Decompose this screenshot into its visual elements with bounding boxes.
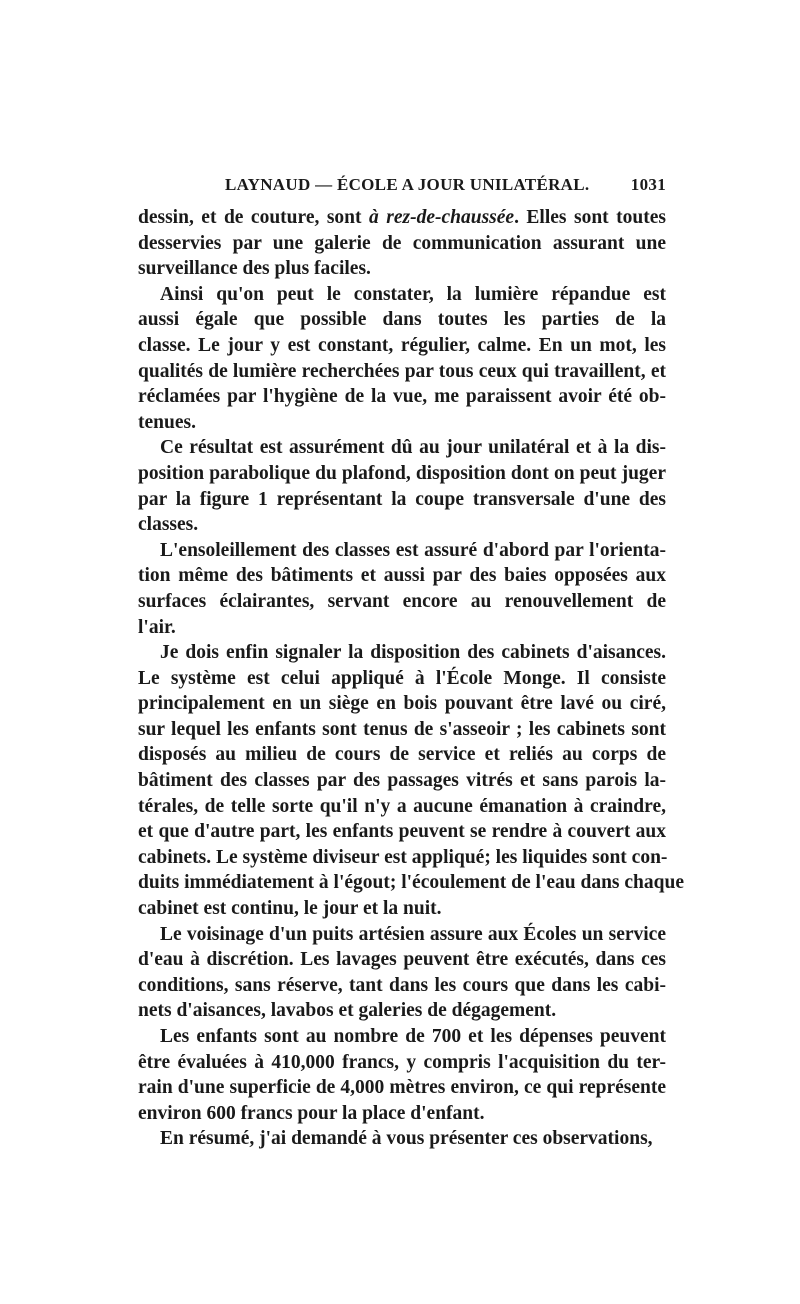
text-line [138,845,666,871]
paragraph [138,1126,666,1152]
text-run: tion même des bâtiments et aussi par des baies opposées aux [138,565,666,587]
text-run: En résumé, j'ai demandé à vous présenter ces observations, [160,1128,653,1150]
text-line [138,461,666,487]
text-run: L'ensoleillement des classes est assuré d'abord par l'orienta- [160,539,666,561]
text-line [138,794,666,820]
text-run: par la figure 1 représentant la coupe transversale d'une des [138,488,666,510]
paragraph [138,282,666,436]
text-line [138,973,666,999]
text-run: Le voisinage d'un puits artésien assure aux Écoles un service [160,923,666,945]
text-line [138,1050,666,1076]
text-run: . Elles sont toutes [514,207,666,228]
text-run: térales, de telle sorte qu'il n'y a aucune émanation à craindre, [138,795,666,817]
text-line [138,819,666,845]
text-run: bâtiment des classes par des passages vitrés et sans parois la- [138,770,666,792]
text-line [138,487,666,513]
text-run: classe. Le jour y est constant, régulier, calme. En un mot, les [138,334,666,356]
text-line [138,512,666,538]
text-line [138,666,666,692]
text-line [138,231,666,257]
body-text [138,205,684,1152]
running-header [138,175,666,205]
text-run: d'eau à discrétion. Les lavages peuvent être exécutés, dans ces [138,949,666,971]
text-line [138,870,684,896]
text-run: Je dois enfin signaler la disposition des cabinets d'aisances. [160,642,666,664]
text-line [138,359,666,385]
text-line [138,589,666,615]
text-line [138,998,666,1024]
text-run: conditions, sans réserve, tant dans les cours que dans les cabi- [138,974,666,996]
text-line [138,947,666,973]
text-run: Ainsi qu'on peut le constater, la lumière répandue est [160,283,666,305]
text-run: Le système est celui appliqué à l'École Monge. Il consiste [138,667,666,689]
text-run: classes. [138,514,199,536]
paragraph [138,1024,666,1126]
text-line [138,1101,666,1127]
text-line [138,435,666,461]
text-line [138,563,666,589]
text-run: l'air. [138,616,176,638]
text-line [138,256,666,282]
text-run: environ 600 francs pour la place d'enfant. [138,1102,485,1124]
text-run: être évaluées à 410,000 francs, y compris l'acquisition du ter- [138,1051,666,1073]
text-line [138,896,666,922]
text-run: duits immédiatement à l'égout; l'écoulement de l'eau dans chaque [138,872,684,894]
paragraph [138,922,666,1024]
paragraph [138,538,666,640]
text-line [138,1126,666,1152]
text-run: rain d'une superficie de 4,000 mètres environ, ce qui représente [138,1077,666,1099]
text-run: cabinet est continu, le jour et la nuit. [138,898,442,920]
page-number: 1031 [630,175,666,194]
text-line [138,410,666,436]
text-line [138,717,666,743]
text-run: cabinets. Le système diviseur est appliqué; les liquides sont con- [138,846,668,868]
text-line [138,1024,666,1050]
text-run: sur lequel les enfants sont tenus de s'asseoir ; les cabinets sont [138,718,666,740]
text-line [138,307,666,333]
emphasis-text: à rez-de-chaussée [369,207,515,228]
text-line [138,384,666,410]
text-run: qualités de lumière recherchées par tous ceux qui travaillent, et [138,360,666,382]
text-line [138,691,666,717]
text-run: réclamées par l'hygiène de la vue, me paraissent avoir été ob- [138,386,666,408]
text-run: dessin, et de couture, sont [138,207,370,228]
text-run: surfaces éclairantes, servant encore au renouvellement de [138,590,666,612]
text-run: disposés au milieu de cours de service et reliés au corps de [138,744,666,766]
text-line [138,742,666,768]
text-run: principalement en un siège en bois pouvant être lavé ou ciré, [138,693,666,715]
text-run: tenues. [138,411,196,433]
paragraph [138,640,684,922]
book-page [138,175,684,1152]
text-run: Ce résultat est assurément dû au jour unilatéral et à la dis- [160,437,666,459]
text-run: position parabolique du plafond, disposition dont on peut juger [138,462,666,484]
text-run: Les enfants sont au nombre de 700 et les dépenses peuvent [160,1026,666,1047]
running-title: LAYNAUD — ÉCOLE A JOUR UNILATÉRAL. [225,175,590,194]
text-line [138,538,666,564]
paragraph [138,205,666,282]
text-run: et que d'autre part, les enfants peuvent se rendre à couvert aux [138,821,666,843]
text-line [138,205,666,231]
text-line [138,768,666,794]
text-run: desservies par une galerie de communication assurant une [138,232,666,254]
text-line [138,1075,666,1101]
text-line [138,922,666,948]
text-run: aussi égale que possible dans toutes les parties de la [138,309,666,331]
text-line [138,333,666,359]
text-line [138,615,666,641]
text-run: nets d'aisances, lavabos et galeries de dégagement. [138,1000,557,1022]
text-run: surveillance des plus faciles. [138,258,371,280]
text-line [138,282,666,308]
paragraph [138,435,666,537]
text-line [138,640,666,666]
